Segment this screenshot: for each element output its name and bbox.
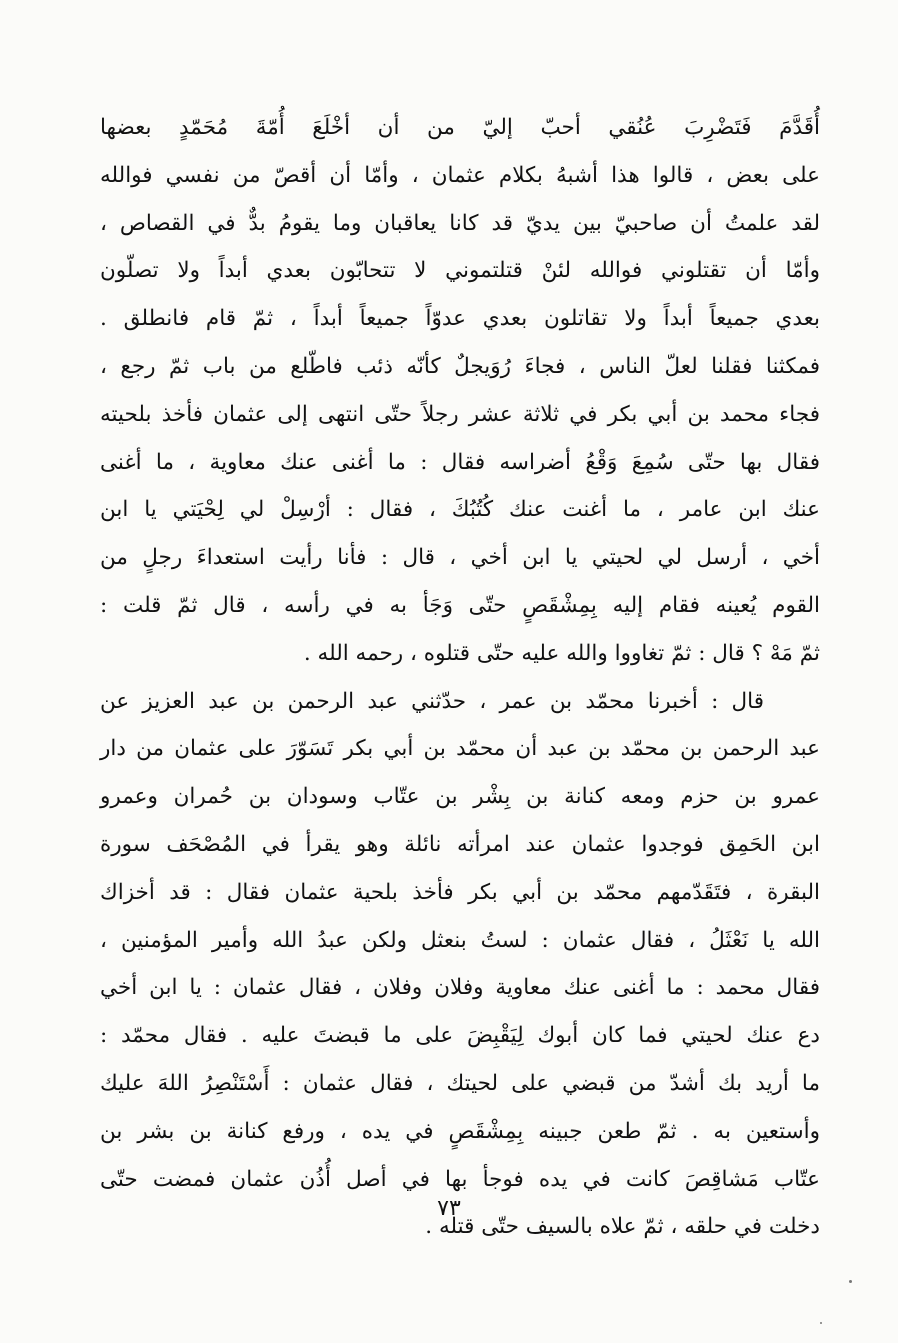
text-line-7: فجاء محمد بن أبي بكر في ثلاثة عشر رجلاً حتّى انتهى إلى عثمان فأخذ بلحيته — [100, 401, 820, 427]
text-line-12: ثمّ مَهْ ؟ قال : ثمّ تغاووا والله عليه حتّى قتلوه ، رحمه الله . — [303, 640, 820, 666]
text-line-15: عمرو بن حزم ومعه كنانة بن بِشْر بن عتّاب وسودان بن حُمران وعمرو — [100, 784, 820, 810]
text-line-21: ما أريد بك أشدّ من قبضي على لحيتك ، فقال عثمان : أَسْتَنْصِرُ اللهَ عليك — [100, 1070, 820, 1096]
text-line-8: فقال بها حتّى سُمِعَ وَقْعُ أضراسه فقال : ما أغنى عنك معاوية ، ما أغنى — [100, 449, 820, 475]
text-line-17: البقرة ، فتَقَدّمهم محمّد بن أبي بكر فأخذ بلحية عثمان فقال : قد أخزاك — [100, 879, 820, 905]
text-line-20: دع عنك لحيتي فما كان أبوك لِيَقْبِضَ على ما قبضتَ عليه . فقال محمّد : — [100, 1023, 820, 1049]
text-line-10: أخي ، أرسل لي لحيتي يا ابن أخي ، قال : فأنا رأيت استعداءَ رجلٍ من — [100, 545, 820, 571]
text-line-11: القوم يُعينه فقام إليه بِمِشْقَصٍ حتّى وَجَأ به في رأسه ، قال ثمّ قلت : — [100, 592, 820, 618]
text-line-19: فقال محمد : ما أغنى عنك معاوية وفلان وفلان ، فقال عثمان : يا ابن أخي — [100, 975, 820, 1001]
text-line-23: عتّاب مَشاقِصَ كانت في يده فوجأ بها في أصل أُذُن عثمان فمضت حتّى — [100, 1166, 820, 1192]
text-line-18: الله يا نَعْثَلُ ، فقال عثمان : لستُ بنعثل ولكن عبدُ الله وأمير المؤمنين ، — [100, 927, 820, 953]
scan-speck — [849, 1280, 852, 1283]
text-line-16: ابن الحَمِق فوجدوا عثمان عند امرأته نائلة وهو يقرأ في المُصْحَف سورة — [100, 831, 820, 857]
text-line-24: دخلت في حلقه ، ثمّ علاه بالسيف حتّى قتله . — [425, 1214, 820, 1240]
text-line-22: وأستعين به . ثمّ طعن جبينه بِمِشْقَصٍ في يده ، ورفع كنانة بن بشر بن — [100, 1118, 820, 1144]
text-line-9: عنك ابن عامر ، ما أغنت عنك كُتُبُكَ ، فقال : أرْسِلْ لي لِحْيَتي يا ابن — [100, 497, 820, 523]
text-line-13: قال : أخبرنا محمّد بن عمر ، حدّثني عبد الرحمن بن عبد العزيز عن — [100, 688, 764, 714]
page-number: ٧٣ — [437, 1196, 461, 1221]
text-line-4: وأمّا أن تقتلوني فوالله لئنْ قتلتموني لا تتحابّون بعدي أبداً ولا تصلّون — [100, 258, 820, 284]
text-line-5: بعدي جميعاً أبداً ولا تقاتلون بعدي عدوّاً جميعاً أبداً ، ثمّ قام فانطلق . — [100, 306, 820, 332]
text-line-1: أُقَدَّمَ فَتَضْرِبَ عُنُقي أحبّ إليّ من أن أخْلَعَ أُمّةَ مُحَمّدٍ بعضها — [100, 115, 820, 140]
text-line-3: لقد علمتُ أن صاحبيّ بين يديّ قد كانا يعاقبان وما يقومُ بدٌّ في القصاص ، — [100, 210, 820, 236]
text-line-14: عبد الرحمن بن محمّد بن عبد أن محمّد بن أبي بكر تَسَوّرَ على عثمان من دار — [100, 736, 820, 762]
text-line-6: فمكثنا فقلنا لعلّ الناس ، فجاءَ رُوَيجلٌ كأنّه ذئب فاطّلع من باب ثمّ رجع ، — [100, 353, 820, 379]
text-line-2: على بعض ، قالوا هذا أشبهُ بكلام عثمان ، وأمّا أن أقصّ من نفسي فوالله — [100, 162, 820, 188]
body-text — [100, 104, 820, 1251]
scan-speck — [820, 1322, 822, 1324]
